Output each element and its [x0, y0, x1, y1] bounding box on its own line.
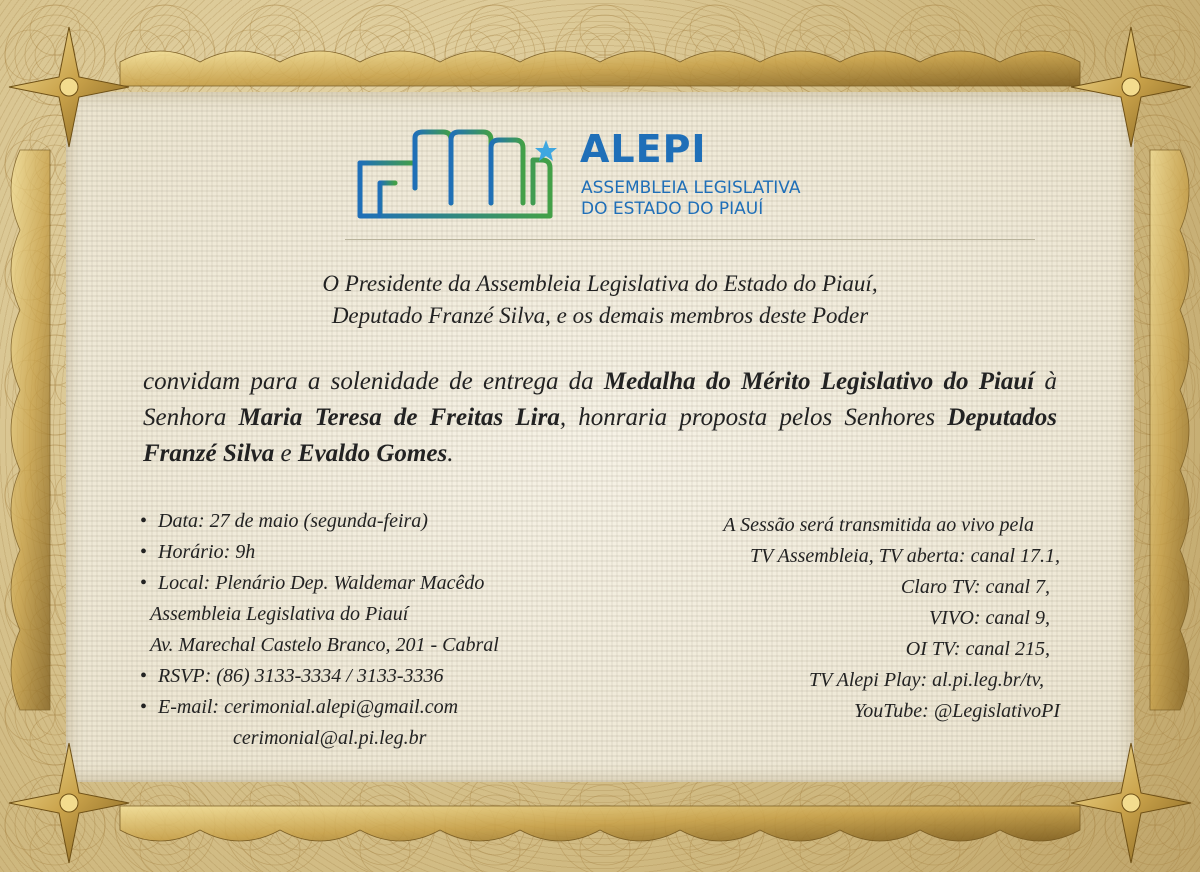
broadcast-line: VIVO: canal 9, — [928, 607, 1050, 629]
broadcast-line: Claro TV: canal 7, — [900, 576, 1050, 598]
bullet-icon: • — [140, 510, 148, 532]
bullet-icon: • — [140, 572, 148, 594]
detail-location — [140, 568, 610, 599]
detail-rsvp — [140, 661, 610, 692]
body-text-segment: . — [447, 440, 454, 467]
detail-text: E-mail: cerimonial.alepi@gmail.com — [158, 696, 459, 718]
corner-ornament-icon — [4, 738, 134, 868]
body-text-segment: à Senhora — [143, 368, 1057, 431]
detail-text: Data: 27 de maio (segunda-feira) — [158, 510, 428, 532]
detail-text: Local: Plenário Dep. Waldemar Macêdo — [158, 572, 485, 594]
detail-date — [140, 506, 610, 537]
body-text-segment: , honraria proposta pelos Senhores — [559, 404, 948, 431]
logo-subtitle-line: ASSEMBLEIA LEGISLATIVA — [581, 178, 801, 198]
corner-ornament-icon — [4, 22, 134, 152]
detail-location-line: Assembleia Legislativa do Piauí — [150, 603, 409, 625]
deputy-name: Deputados Franzé Silva — [143, 404, 1058, 467]
intro-line: O Presidente da Assembleia Legislativa do Estado do Piauí, — [322, 271, 878, 296]
divider-rule — [345, 239, 1035, 240]
broadcast-info — [620, 510, 1060, 727]
broadcast-line: TV Alepi Play: al.pi.leg.br/tv, — [809, 669, 1044, 691]
bullet-icon: • — [140, 696, 148, 718]
deputy-name: Evaldo Gomes — [297, 440, 448, 467]
invitation-body — [143, 364, 1057, 472]
corner-ornament-icon — [1066, 738, 1196, 868]
detail-text: Horário: 9h — [158, 541, 256, 563]
bullet-icon: • — [140, 541, 148, 563]
broadcast-line: YouTube: @LegislativoPI — [853, 700, 1060, 722]
logo-subtitle — [581, 178, 800, 220]
honoree-name: Maria Teresa de Freitas Lira — [238, 404, 560, 431]
body-text-segment: e — [274, 440, 298, 467]
broadcast-line: OI TV: canal 215, — [905, 638, 1050, 660]
broadcast-line: A Sessão será transmitida ao vivo pela — [723, 514, 1034, 536]
broadcast-line: TV Assembleia, TV aberta: canal 17.1, — [750, 545, 1060, 567]
detail-time — [140, 537, 610, 568]
logo-subtitle-line: DO ESTADO DO PIAUÍ — [581, 199, 764, 219]
event-details — [140, 506, 610, 754]
body-text-segment: convidam para a solenidade de entrega da — [143, 368, 604, 395]
intro-line: Deputado Franzé Silva, e os demais membros deste Poder — [331, 303, 869, 328]
medal-name: Medalha do Mérito Legislativo do Piauí — [603, 368, 1035, 395]
detail-email-line: cerimonial@al.pi.leg.br — [233, 727, 427, 749]
detail-text: RSVP: (86) 3133-3334 / 3133-3336 — [158, 665, 444, 687]
logo-title: ALEPI — [580, 127, 707, 171]
corner-ornament-icon — [1066, 22, 1196, 152]
bullet-icon: • — [140, 665, 148, 687]
intro-text — [100, 268, 1100, 332]
detail-email — [140, 692, 610, 723]
detail-location-line: Av. Marechal Castelo Branco, 201 - Cabral — [150, 634, 499, 656]
